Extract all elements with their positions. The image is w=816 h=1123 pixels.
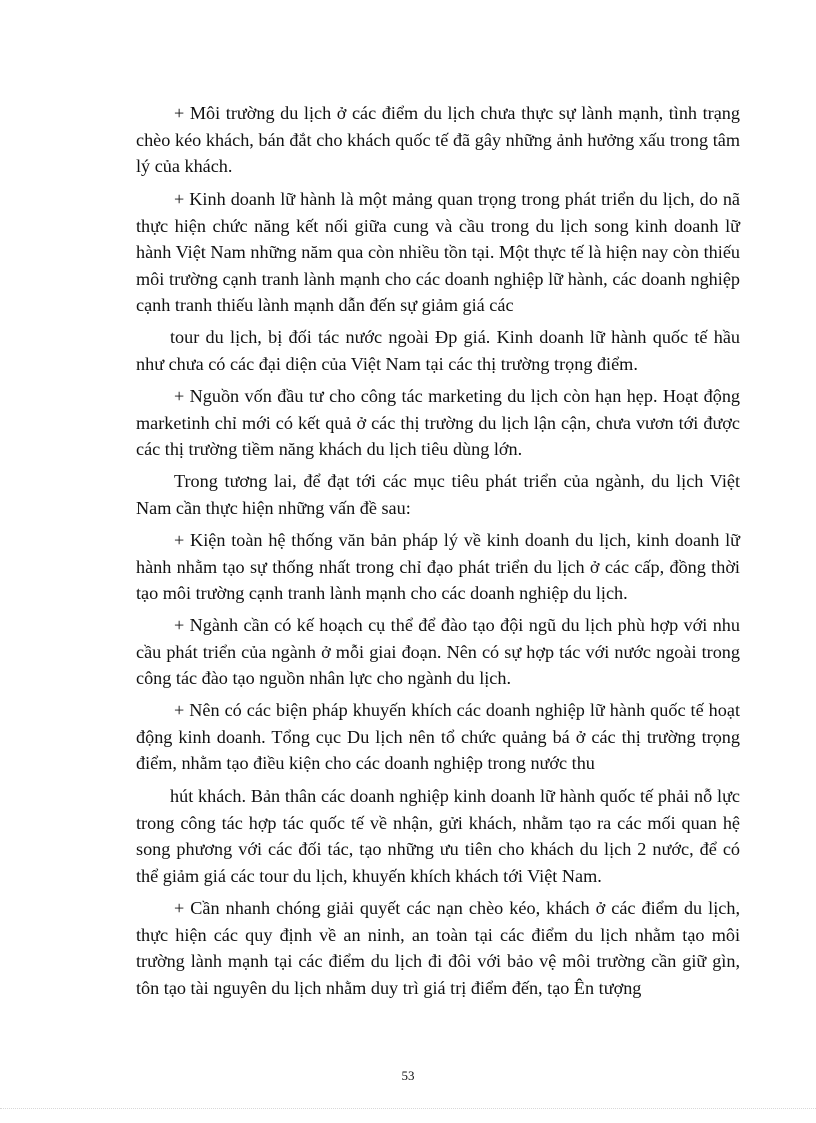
paragraph-incentives-continued: hút khách. Bản thân các doanh nghiệp kinh doanh lữ hành quốc tế phải nỗ lực trong công tác hợp tác quốc tế về nhận, gửi khách, nhằm tạo ra các mối quan hệ song phương với các đối tác, tạo những ưu tiên cho khách du lịch 2 nước, để có thể giảm giá các tour du lịch, khuyến khích khách tới Việt Nam. — [136, 786, 740, 886]
text-block-2 — [136, 186, 740, 319]
paragraph-marketing-funding: + Nguồn vốn đầu tư cho công tác marketing du lịch còn hạn hẹp. Hoạt động marketinh chỉ mới có kết quả ở các thị trường du lịch lận cận, chưa vươn tới được các thị trường tiềm năng khách du lịch tiêu dùng lớn. — [136, 386, 740, 459]
text-block-4 — [136, 383, 740, 463]
text-block-3 — [136, 324, 740, 377]
paragraph-workforce-training: + Ngành cần có kế hoạch cụ thể để đào tạo đội ngũ du lịch phù hợp với nhu cầu phát triển của ngành ở mỗi giai đoạn. Nên có sự hợp tác với nước ngoài trong công tác đào tạo nguồn nhân lực cho ngành du lịch. — [136, 615, 740, 688]
text-block-9 — [136, 783, 740, 889]
paragraph-incentives: + Nên có các biện pháp khuyến khích các doanh nghiệp lữ hành quốc tế hoạt động kinh doanh. Tổng cục Du lịch nên tổ chức quảng bá ở các thị trường trọng điểm, nhằm tạo điều kiện cho các doanh nghiệp trong nước thu — [136, 700, 740, 773]
text-block-6 — [136, 527, 740, 607]
text-block-8 — [136, 697, 740, 777]
paragraph-future-goals: Trong tương lai, để đạt tới các mục tiêu phát triển của ngành, du lịch Việt Nam cần thực hiện những vấn đề sau: — [136, 471, 740, 518]
text-block-1 — [136, 100, 740, 180]
text-block-10 — [136, 895, 740, 1001]
bottom-divider — [0, 1108, 816, 1109]
text-block-5 — [136, 468, 740, 521]
paragraph-tourism-environment: + Môi trường du lịch ở các điểm du lịch chưa thực sự lành mạnh, tình trạng chèo kéo khách, bán đắt cho khách quốc tế đã gây những ảnh hưởng xấu trong tâm lý của khách. — [136, 103, 740, 176]
text-block-7 — [136, 612, 740, 692]
page-number: 53 — [401, 1068, 415, 1083]
paragraph-travel-business-continued: tour du lịch, bị đối tác nước ngoài Đp giá. Kinh doanh lữ hành quốc tế hầu như chưa có các đại diện của Việt Nam tại các thị trường trọng điểm. — [136, 327, 740, 374]
paragraph-security-environment: + Cần nhanh chóng giải quyết các nạn chèo kéo, khách ở các điểm du lịch, thực hiện các quy định về an ninh, an toàn tại các điểm du lịch nhằm tạo môi trường lành mạnh tại các điểm du lịch đi đôi với bảo vệ môi trường cần giữ gìn, tôn tạo tài nguyên du lịch nhằm duy trì giá trị điểm đến, tạo Ên tượng — [136, 898, 740, 998]
paragraph-travel-business: + Kinh doanh lữ hành là một mảng quan trọng trong phát triển du lịch, do nã thực hiện chức năng kết nối giữa cung và cầu trong du lịch song kinh doanh lữ hành Việt Nam những năm qua còn nhiều tồn tại. Một thực tế là hiện nay còn thiếu môi trường cạnh tranh lành mạnh cho các doanh nghiệp lữ hành, các doanh nghiệp cạnh tranh thiếu lành mạnh dẫn đến sự giảm giá các — [136, 189, 740, 315]
paragraph-legal-framework: + Kiện toàn hệ thống văn bản pháp lý về kinh doanh du lịch, kinh doanh lữ hành nhằm tạo sự thống nhất trong chỉ đạo phát triển du lịch ở các cấp, đồng thời tạo môi trường cạnh tranh lành mạnh cho các doanh nghiệp du lịch. — [136, 530, 740, 603]
